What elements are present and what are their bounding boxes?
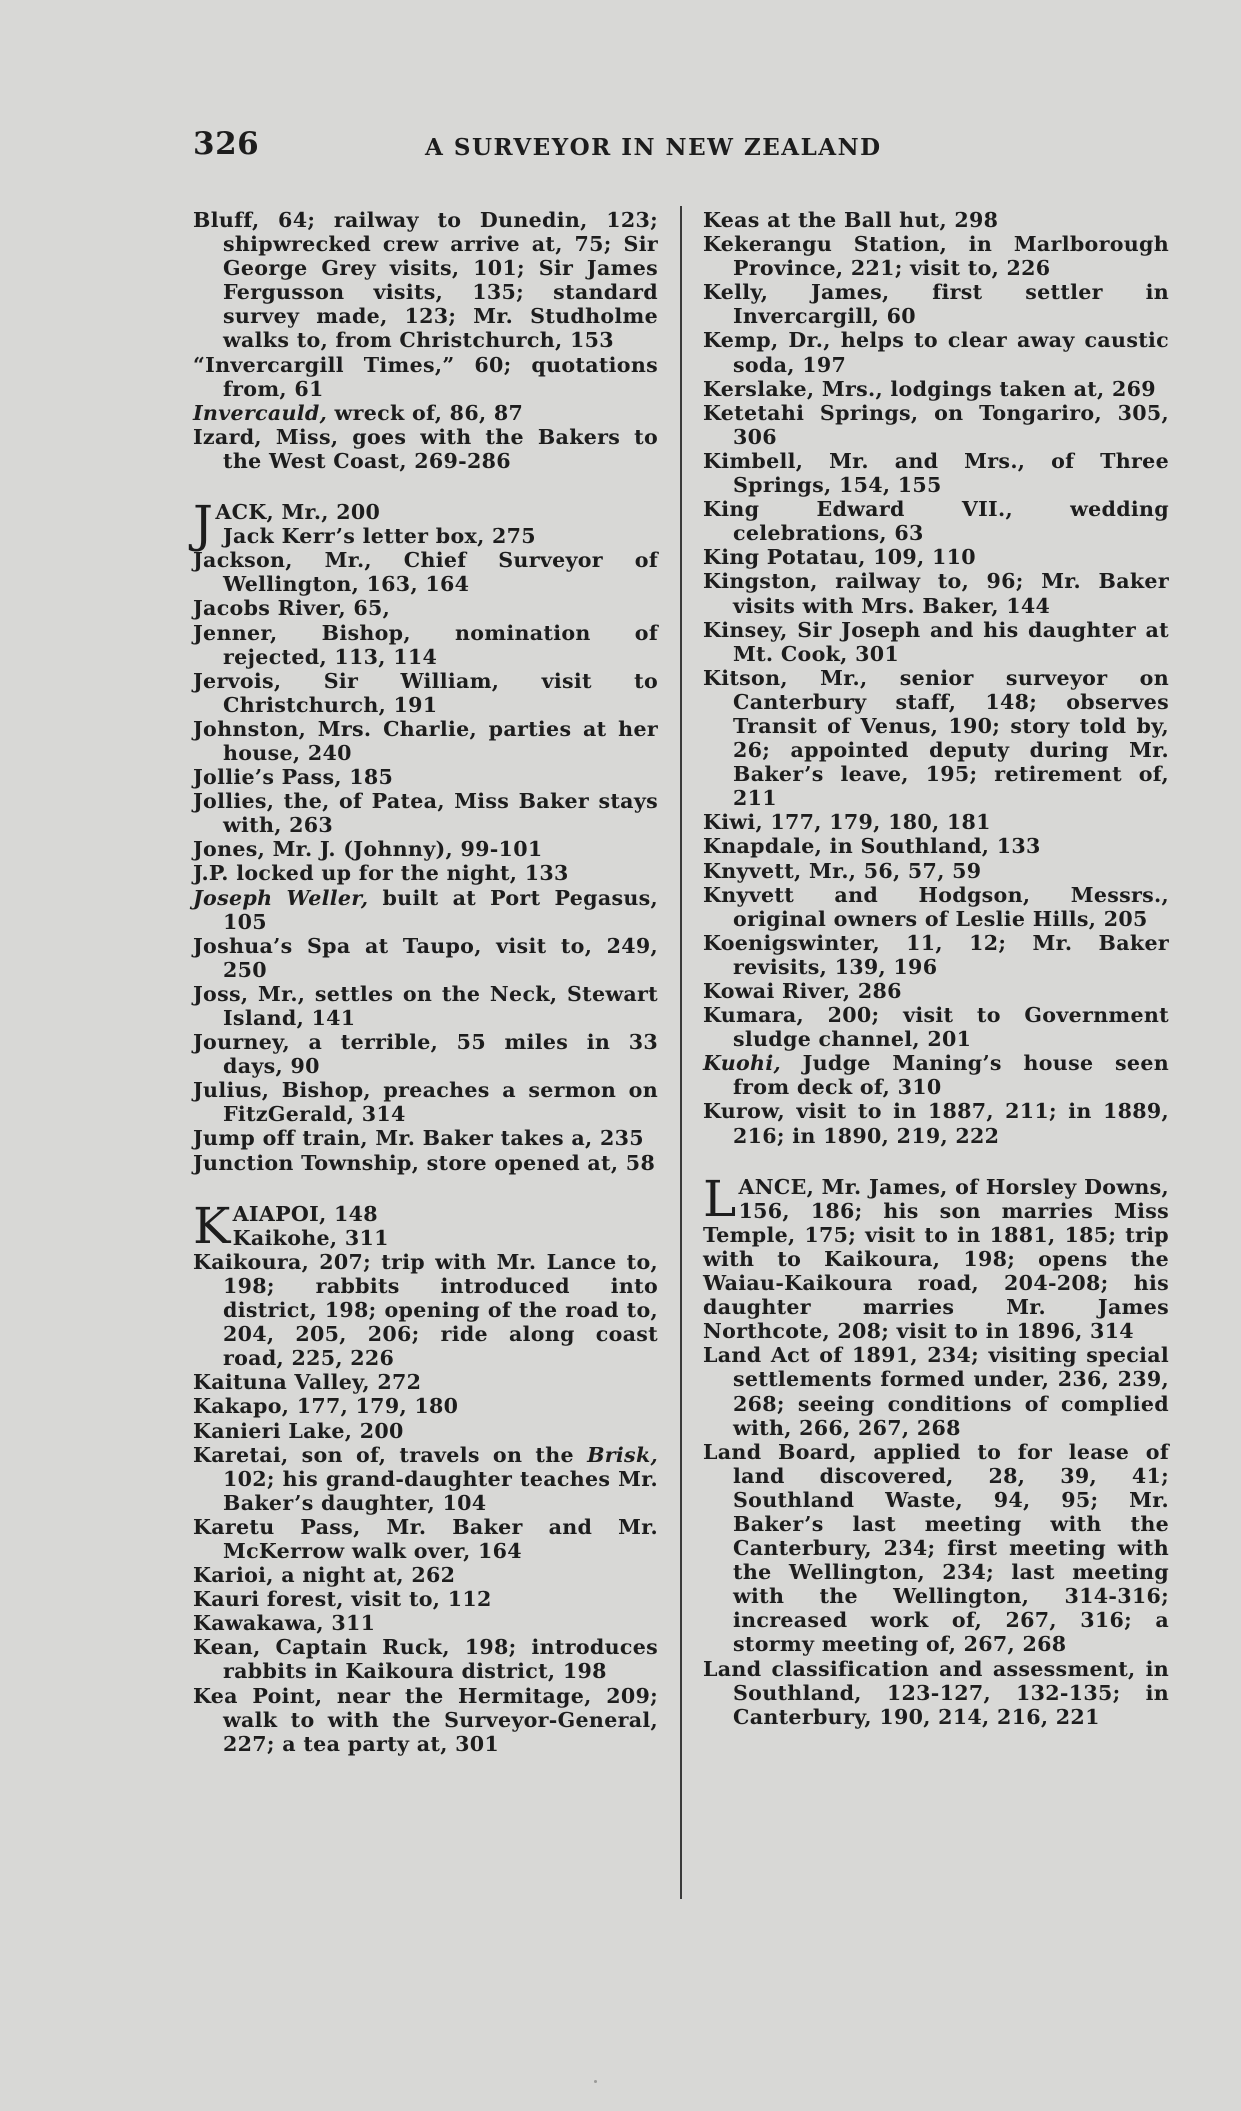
index-entry: Kemp, Dr., helps to clear away caustic soda, 197 [703,328,1169,377]
index-entry: Kiwi, 177, 179, 180, 181 [703,810,991,835]
section-first-entry [703,1169,1169,1344]
index-entry: J.P. locked up for the night, 133 [193,861,569,886]
section-sub-entry: Kaikohe, 311 [232,1225,389,1250]
index-entry: Joshua’s Spa at Taupo, visit to, 249, 250 [193,933,658,982]
section-gap [703,1148,1169,1175]
index-entry: Kuohi, Judge Maning’s house seen from deck of, 310 [703,1051,1169,1100]
index-entry: Kerslake, Mrs., lodgings taken at, 269 [703,376,1156,401]
index-entry: Jump off train, Mr. Baker takes a, 235 [193,1126,644,1151]
index-entry: Jollie’s Pass, 185 [193,765,394,790]
running-title: A SURVEYOR IN NEW ZEALAND [425,134,882,161]
index-entry: Kimbell, Mr. and Mrs., of Three Springs, 154, 155 [703,448,1169,498]
index-entry: Land Board, applied to for lease of land discovered, 28, 39, 41; Southland Waste, 94, 95; Mr. Baker’s last meeting with the Canterbury, 234; first meeting with the Wellington, 234; last meeting with the Wellington, 314-316; increased work of, 267, 316; a stormy meeting of, 267, 268 [703,1439,1169,1657]
index-entry: Jollies, the, of Patea, Miss Baker stays with, 263 [193,789,658,838]
index-entry: Kakapo, 177, 179, 180 [193,1394,459,1419]
index-entry: Joseph Weller, built at Port Pegasus, 105 [193,885,658,934]
page-header [193,126,1053,166]
drop-cap-letter: K [193,1196,231,1255]
drop-cap-letter: J [193,495,214,554]
index-entry: Kanieri Lake, 200 [193,1418,404,1443]
index-entry: Kean, Captain Ruck, 198; introduces rabbits in Kaikoura district, 198 [193,1635,658,1684]
index-entry: Junction Township, store opened at, 58 [193,1150,656,1175]
entry-italic: Kuohi, [703,1051,781,1076]
index-entry: Kurow, visit to in 1887, 211; in 1889, 216; in 1890, 219, 222 [703,1099,1169,1148]
index-entry: Kitson, Mr., senior surveyor on Canterbury staff, 148; observes Transit of Venus, 190; story told by, 26; appointed deputy during Mr. Baker’s leave, 195; retirement of, 211 [703,665,1169,811]
section-gap [193,473,658,500]
index-column-right [703,208,1169,1729]
column-divider [680,206,682,1899]
section-first-text: AIAPOI, 148 [232,1201,378,1226]
index-entry: Jackson, Mr., Chief Surveyor of Wellington, 163, 164 [193,548,658,597]
index-entry: Jacobs River, 65, [193,596,391,621]
index-entry: Izard, Miss, goes with the Bakers to the West Coast, 269-286 [193,424,658,473]
section-first-text: ANCE, Mr. James, of Horsley Downs, 156, 186; his son marries Miss Temple, 175; visit to in 1881, 185; trip with to Kaikoura, 198; opens the Waiau-Kaikoura road, 204-208; his daughter marries Mr. James Northcote, 208; visit to in 1896, 314 [703,1174,1169,1344]
index-entry: King Edward VII., wedding celebrations, 63 [703,497,1169,546]
index-entry: Koenigswinter, 11, 12; Mr. Baker revisits, 139, 196 [703,930,1169,979]
index-entry: Jones, Mr. J. (Johnny), 99-101 [193,837,543,862]
index-entry: Jervois, Sir William, visit to Christchurch, 191 [193,668,658,717]
page-number: 326 [193,126,260,162]
section-sub-entry: Jack Kerr’s letter box, 275 [223,524,536,549]
index-entry: Kauri forest, visit to, 112 [193,1587,492,1612]
index-entry: “Invercargill Times,” 60; quotations from, 61 [193,352,658,401]
entry-italic: Joseph Weller, [193,885,369,910]
index-entry: Kaituna Valley, 272 [193,1370,422,1395]
index-entry: Kea Point, near the Hermitage, 209; walk to with the Surveyor-General, 227; a tea party at, 301 [193,1683,658,1756]
index-entry: Johnston, Mrs. Charlie, parties at her house, 240 [193,716,658,765]
index-entry: Knyvett, Mr., 56, 57, 59 [703,858,982,883]
index-entry: Kumara, 200; visit to Government sludge channel, 201 [703,1003,1169,1052]
index-entry: Kingston, railway to, 96; Mr. Baker visits with Mrs. Baker, 144 [703,569,1169,618]
index-entry: Knyvett and Hodgson, Messrs., original owners of Leslie Hills, 205 [703,882,1169,931]
index-entry: Kaikoura, 207; trip with Mr. Lance to, 198; rabbits introduced into district, 198; opening of the road to, 204, 205, 206; ride along coast road, 225, 226 [193,1249,658,1371]
scan-speck [594,2080,597,2083]
index-entry: Invercauld, wreck of, 86, 87 [193,400,524,425]
entry-italic: Invercauld, [193,400,328,425]
index-entry: Kekerangu Station, in Marlborough Province, 221; visit to, 226 [703,232,1169,281]
section-first-text: ACK, Mr., 200 [215,500,381,525]
index-entry: Joss, Mr., settles on the Neck, Stewart Island, 141 [193,981,658,1030]
drop-cap-letter: L [703,1169,737,1228]
section-gap [193,1175,658,1202]
index-entry: Ketetahi Springs, on Tongariro, 305, 306 [703,400,1169,449]
index-entry: Karioi, a night at, 262 [193,1563,456,1588]
index-entry: King Potatau, 109, 110 [703,545,976,570]
index-entry: Kawakawa, 311 [193,1611,376,1636]
index-entry: Bluff, 64; railway to Dunedin, 123; shipwrecked crew arrive at, 75; Sir George Grey visits, 101; Sir James Fergusson visits, 135; standard survey made, 123; Mr. Studholme walks to, from Christchurch, 153 [193,208,658,353]
index-entry: Keas at the Ball hut, 298 [703,208,999,232]
index-entry: Karetu Pass, Mr. Baker and Mr. McKerrow walk over, 164 [193,1514,658,1563]
index-column-left [193,208,658,1756]
index-entry: Kinsey, Sir Joseph and his daughter at Mt. Cook, 301 [703,617,1169,666]
section-l [703,1169,1169,1729]
index-entry: Land Act of 1891, 234; visiting special settlements formed under, 236, 239, 268; seeing conditions of complied with, 266, 267, 268 [703,1343,1169,1440]
index-entry: Land classification and assessment, in Southland, 123-127, 132-135; in Canterbury, 190, 214, 216, 221 [703,1656,1169,1729]
index-entry: Kelly, James, first settler in Invercargill, 60 [703,280,1169,329]
index-entry: Karetai, son of, travels on the Brisk, 102; his grand-daughter teaches Mr. Baker’s daughter, 104 [193,1442,658,1515]
section-k [193,1196,658,1756]
index-entry: Knapdale, in Southland, 133 [703,834,1041,859]
index-entry: Jenner, Bishop, nomination of rejected, 113, 114 [193,620,658,669]
index-entry: Julius, Bishop, preaches a sermon on FitzGerald, 314 [193,1078,658,1127]
index-entry: Kowai River, 286 [703,979,902,1003]
entry-italic: Brisk, [587,1442,658,1467]
section-j [193,495,658,1175]
index-entry: Journey, a terrible, 55 miles in 33 days, 90 [193,1030,658,1079]
